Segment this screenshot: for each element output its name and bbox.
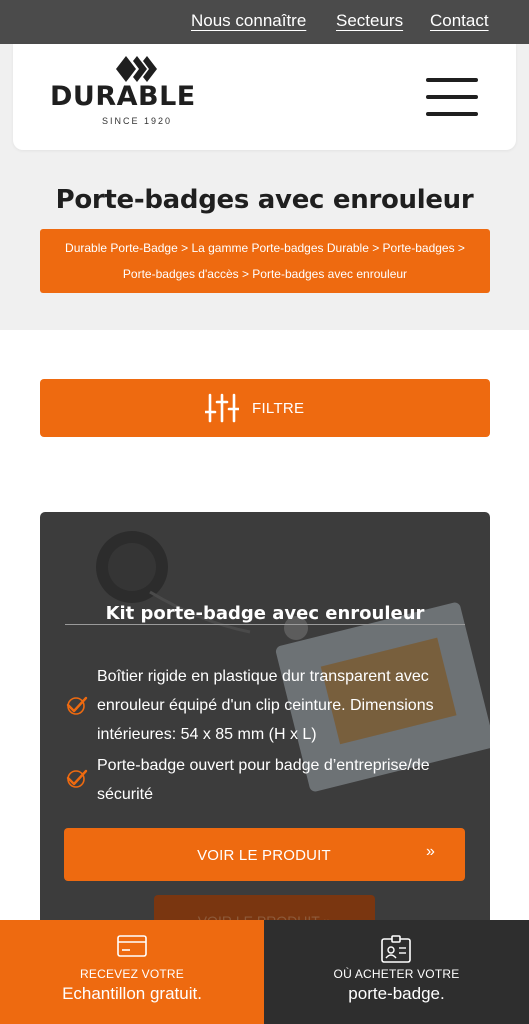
logo-wordmark: DURABLE	[50, 81, 196, 112]
free-sample-cta[interactable]	[0, 920, 264, 1024]
sliders-icon	[205, 393, 239, 423]
nav-link-sectors[interactable]: Secteurs	[336, 11, 404, 30]
checkmark-icon	[66, 695, 88, 715]
checkmark-icon	[66, 768, 88, 788]
filter-label: FILTRE	[252, 400, 305, 417]
nav-link-contact[interactable]: Contact	[430, 11, 489, 30]
menu-hamburger-icon[interactable]	[426, 78, 478, 116]
top-navigation	[0, 0, 529, 44]
product-feature: Boîtier rigide en plastique dur transparent avec enrouleur équipé d'un clip ceinture. Dimensions intérieures: 54 x 85 mm (H x L)	[97, 668, 434, 743]
free-sample-line1: RECEVEZ VOTRE	[80, 967, 184, 981]
id-badge-icon	[381, 935, 411, 963]
view-product-button[interactable]	[64, 828, 465, 881]
free-sample-line2: Echantillon gratuit.	[62, 984, 202, 1003]
page-title: Porte-badges avec enrouleur	[55, 185, 474, 215]
filter-button[interactable]	[40, 379, 490, 437]
where-to-buy-cta[interactable]	[264, 920, 529, 1024]
product-title: Kit porte-badge avec enrouleur	[105, 603, 425, 624]
view-product-label: VOIR LE PRODUIT	[197, 847, 331, 864]
logo-diamond-icon	[116, 56, 164, 82]
breadcrumb[interactable]: Durable Porte-Badge > La gamme Porte-badges Durable > Porte-badges > Porte-badges d'accès > Porte-badges avec enrouleur	[40, 229, 490, 293]
product-feature: Porte-badge ouvert pour badge d’entreprise/de sécurité	[97, 757, 430, 803]
credit-card-icon	[117, 935, 147, 957]
double-chevron-icon: »	[426, 843, 435, 860]
where-to-buy-line2: porte-badge.	[348, 984, 445, 1003]
durable-logo[interactable]	[50, 56, 225, 128]
logo-tagline: SINCE 1920	[102, 116, 173, 126]
title-divider	[65, 624, 465, 625]
where-to-buy-line1: OÙ ACHETER VOTRE	[333, 967, 460, 981]
nav-link-about[interactable]: Nous connaître	[191, 11, 307, 30]
